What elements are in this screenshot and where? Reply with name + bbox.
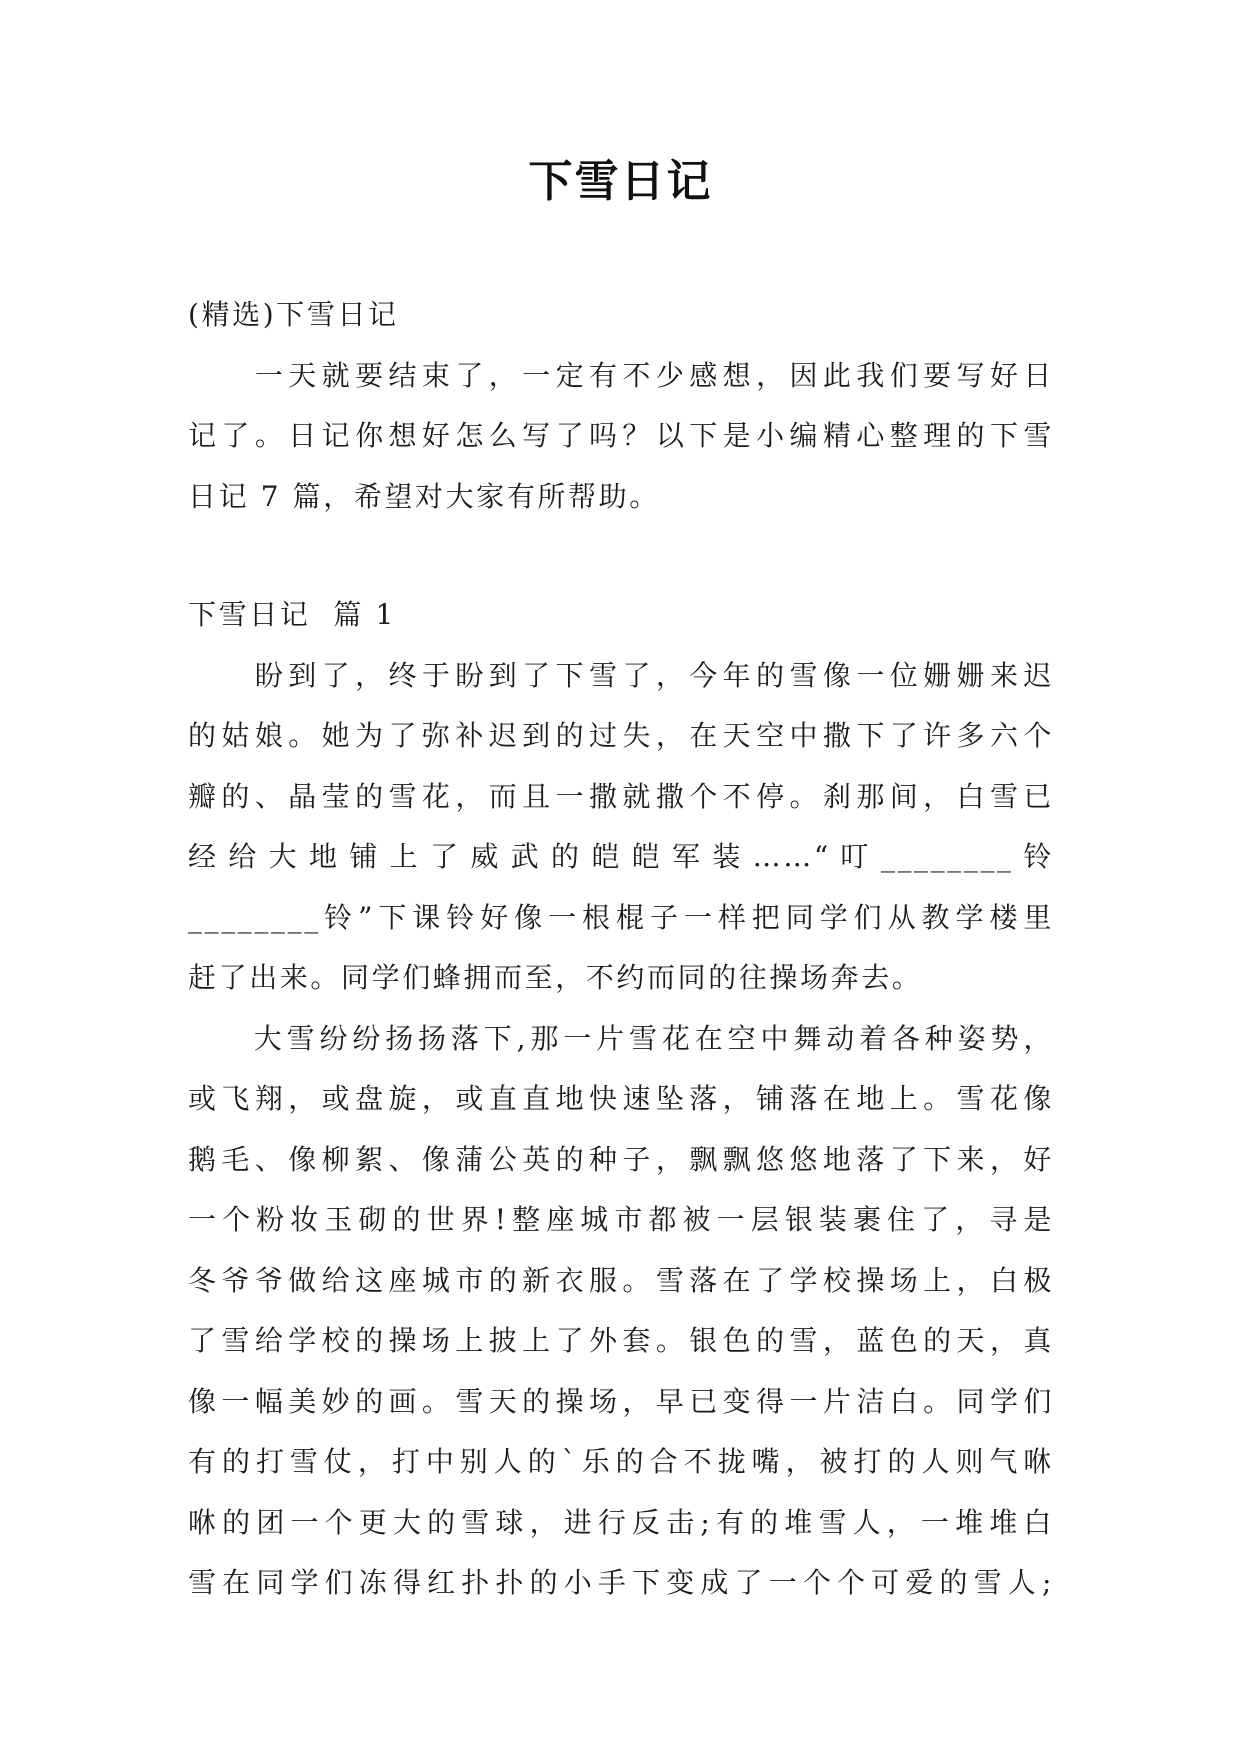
subtitle-line: (精选)下雪日记 <box>188 298 399 331</box>
body-line: 赶了出来。同学们蜂拥而至，不约而同的往操场奔去。 <box>188 961 923 994</box>
section-spacer <box>188 527 1054 585</box>
intro-line: 一天就要结束了，一定有不少感想，因此我们要写好日 <box>188 358 1054 392</box>
body-line: 的姑娘。她为了弥补迟到的过失，在天空中撒下了许多六个 <box>188 719 1054 752</box>
intro-line: 日记 7 篇，希望对大家有所帮助。 <box>188 479 660 513</box>
body-line: 了雪给学校的操场上披上了外套。银色的雪，蓝色的天，真 <box>188 1324 1054 1357</box>
body-line: 经给大地铺上了威武的皑皑军装……“叮________铃 <box>188 840 1054 873</box>
document-body <box>188 285 1054 1614</box>
body-line: 鹅毛、像柳絮、像蒲公英的种子，飘飘悠悠地落了下来，好 <box>188 1142 1054 1176</box>
body-line: 有的打雪仗，打中别人的`乐的合不拢嘴，被打的人则气咻 <box>188 1445 1054 1478</box>
intro-line: 记了。日记你想好怎么写了吗？以下是小编精心整理的下雪 <box>188 419 1054 452</box>
body-line: 冬爷爷做给这座城市的新衣服。雪落在了学校操场上，白极 <box>188 1263 1054 1297</box>
body-line: 盼到了，终于盼到了下雪了，今年的雪像一位姗姗来迟 <box>188 658 1054 692</box>
body-line: 雪在同学们冻得红扑扑的小手下变成了一个个可爱的雪人; <box>188 1566 1054 1599</box>
body-line: 大雪纷纷扬扬落下,那一片雪花在空中舞动着各种姿势， <box>188 1021 1054 1055</box>
body-line: 一个粉妆玉砌的世界!整座城市都被一层银装裹住了，寻是 <box>188 1203 1054 1236</box>
document-title: 下雪日记 <box>528 156 713 207</box>
body-line: 瓣的、晶莹的雪花，而且一撒就撒个不停。刹那间，白雪已 <box>188 779 1054 813</box>
section-heading: 下雪日记 篇 1 <box>188 598 396 631</box>
body-line: 或飞翔，或盘旋，或直直地快速坠落，铺落在地上。雪花像 <box>188 1082 1054 1115</box>
body-line: 咻的团一个更大的雪球，进行反击;有的堆雪人，一堆堆白 <box>188 1505 1054 1539</box>
body-line: 像一幅美妙的画。雪天的操场，早已变得一片洁白。同学们 <box>188 1384 1054 1418</box>
body-line: ________铃”下课铃好像一根棍子一样把同学们从教学楼里 <box>188 900 1054 934</box>
